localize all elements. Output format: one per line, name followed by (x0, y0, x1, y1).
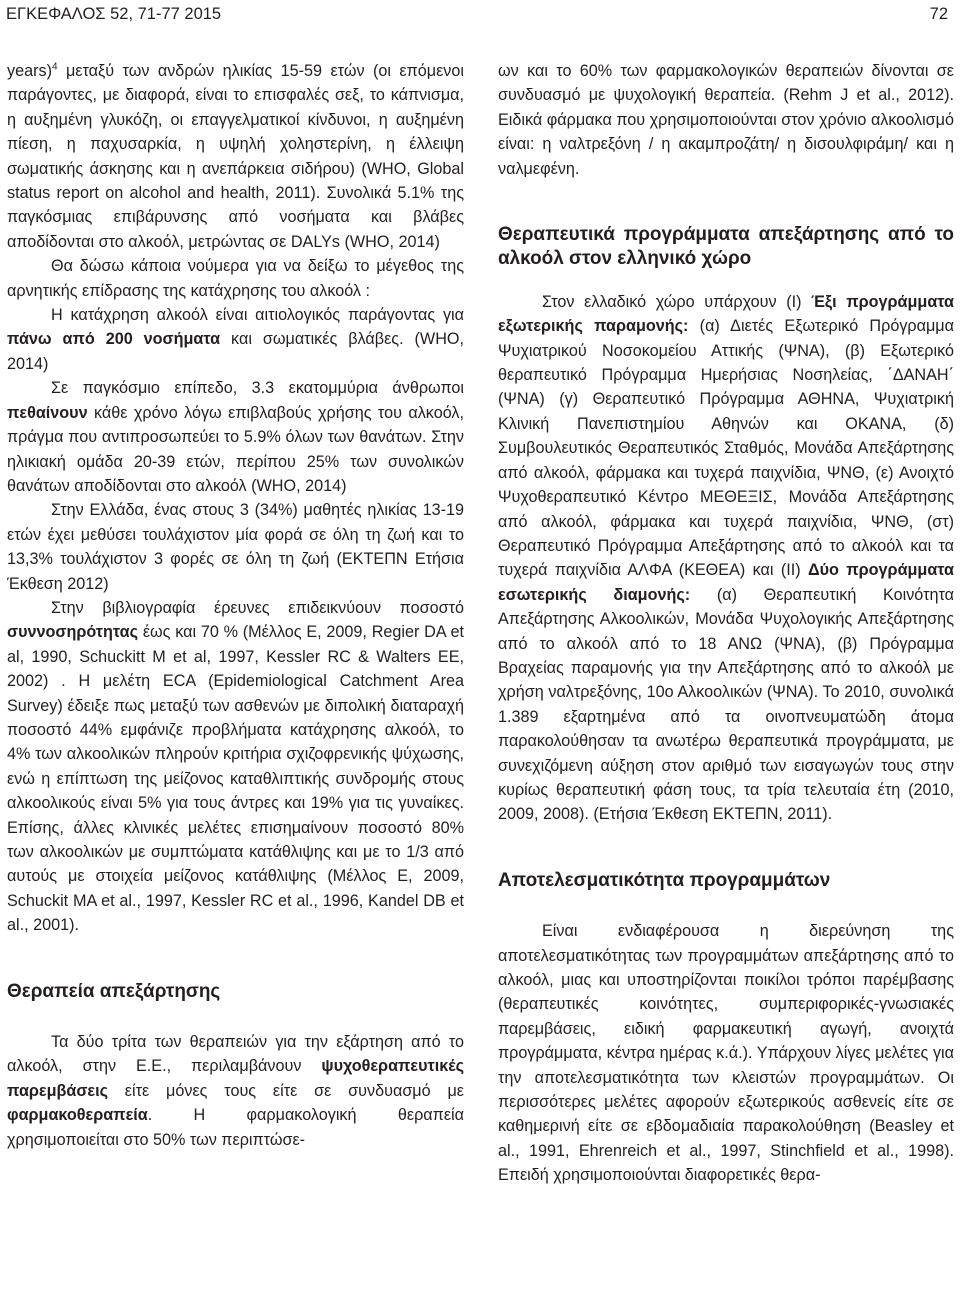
paragraph: ων και το 60% των φαρμακολογικών θεραπειών δίνονται σε συνδυασμό με ψυχολογική θεραπεία. (Rehm J et al., 2012). Ειδικά φάρμακα που χρησιμοποιούνται στον χρόνιο αλκοολισμό είναι: η ναλτρεξόνη / η ακαμπροζάτη/ η δισουλφιράμη/ και η ναλμεφένη. (498, 62, 954, 178)
section-heading-effectiveness: Αποτελεσματικότητα προγραμμάτων (498, 869, 831, 891)
right-column (498, 59, 954, 1188)
journal-citation: ΕΓΚΕΦΑΛΟΣ 52, 71-77 2015 (6, 5, 222, 23)
paragraph: Στην βιβλιογραφία έρευνες επιδεικνύουν ποσοστό συννοσηρότητας έως και 70 % (Μέλλος Ε, 2009, Regier DA et al, 1990, Schuckitt M et al, 1997, Kessler RC & Walters EE, 2002) . Η μελέτη ECA (Epidemiological Catchment Area Survey) έδειξε πως μεταξύ των ασθενών με διπολική διαταραχή ποσοστό 44% εμφάνιζε προβλήματα κατάχρησης αλκοόλ, το 4% των αλκοολικών πληρούν κριτήρια σχιζοφρενικής ψύχωσης, ενώ η επίπτωση της μείζονος καταθλιπτικής συνδρομής στους αλκοολικούς είναι 5% για τους άντρες και 19% για τις γυναίκες. Επίσης, άλλες κλινικές μελέτες επισημαίνουν ποσοστό 80% των αλκοολικών με συμπτώματα κατάθλιψης και με το 1/3 από αυτούς με στοιχεία μείζονος κατάθλιψης (Μέλλος Ε, 2009, Schuckit MA et al., 1997, Kessler RC et al., 1996, Kandel DB et al., 2001). (7, 598, 464, 935)
paragraph: Θα δώσω κάποια νούμερα για να δείξω το μέγεθος της αρνητικής επίδρασης της κατάχρησης του αλκοόλ : (7, 257, 464, 300)
page-header (6, 0, 948, 32)
paragraph: Τα δύο τρίτα των θεραπειών για την εξάρτηση από το αλκοόλ, στην Ε.Ε., περιλαμβάνουν ψυχοθεραπευτικές παρεμβάσεις είτε μόνες τους είτε σε συνδυασμό με φαρμακοθεραπεία. Η φαρμακολογική θεραπεία χρησιμοποιείται στο 50% των περιπτώσε- (7, 1033, 464, 1149)
paragraph: Η κατάχρηση αλκοόλ είναι αιτιολογικός παράγοντας για πάνω από 200 νοσήματα και σωματικές βλάβες. (WHO, 2014) (7, 306, 464, 373)
page-number: 72 (929, 5, 948, 23)
paragraph: Είναι ενδιαφέρουσα η διερεύνηση της αποτελεσματικότητας των προγραμμάτων απεξάρτησης από το αλκοόλ, μιας και υποστηρίζονται ποικίλοι τρόποι παρέμβασης (θεραπευτικές κοινότητες, συμπεριφορικές-γνωσιακές παρεμβάσεις, ειδική φαρμακευτική αγωγή, ανοιχτά προγράμματα, κέντρα ημέρας κ.ά.). Υπάρχουν λίγες μελέτες για την αποτελεσματικότητα των κλειστών προγραμμάτων. Οι περισσότερες μελέτες αφορούν εξωτερικούς ασθενείς είτε σε καθημερινή είτε σε εβδομαδιαία παρακολούθηση (Beasley et al., 1991, Ehrenreich et al., 1997, Stinchfield et al., 1998). Επειδή χρησιμοποιούνται διαφορετικές θερα- (498, 922, 954, 1185)
paragraph: Σε παγκόσμιο επίπεδο, 3.3 εκατομμύρια άνθρωποι πεθαίνουν κάθε χρόνο λόγω επιβλαβούς χρήσης του αλκοόλ, πράγμα που αντιπροσωπεύει το 5.9% όλων των θανάτων. Στην ηλικιακή ομάδα 20-39 ετών, περίπου 25% των συνολικών θανάτων αποδίδονται στο αλκοόλ (WHO, 2014) (7, 379, 464, 495)
left-column (7, 59, 464, 1152)
paragraph: years)$^4$ μεταξύ των ανδρών ηλικίας 15-59 ετών (οι επόμενοι παράγοντες, με διαφορά, είναι το επισφαλές σεξ, το κάπνισμα, η αυξημένη γλυκόζη, οι επαγγελματικοί κίνδυνοι, η αυξημένη πίεση, η παχυσαρκία, η υψηλή χοληστερίνη, η έλλειψη σωματικής άσκησης και η ανεπάρκεια σιδήρου) (WHO, Global status report on alcohol and health, 2011). Συνολικά 5.1% της παγκόσμιας επιβάρυνσης από νοσήματα και βλάβες αποδίδονται στο αλκοόλ, μετρώντας σε DALYs (WHO, 2014) (7, 61, 464, 251)
paragraph: Στην Ελλάδα, ένας στους 3 (34%) μαθητές ηλικίας 13-19 ετών έχει μεθύσει τουλάχιστον μία φορά σε όλη τη ζωή και το 13,3% τουλάχιστον 3 φορές σε όλη τη ζωή (ΕΚΤΕΠΝ Ετήσια Έκθεση 2012) (7, 501, 464, 593)
section-heading-programs: Θεραπευτικά προγράμματα απεξάρτησης από το αλκοόλ στον ελληνικό χώρο (498, 224, 954, 270)
paragraph: Στον ελλαδικό χώρο υπάρχουν (Ι) Έξι προγράμματα εξωτερικής παραμονής: (α) Διετές Εξωτερικό Πρόγραμμα Ψυχιατρικού Νοσοκομείου Αττικής (ΨΝΑ), (β) Εξωτερικό θεραπευτικό Πρόγραμμα Ημερήσιας Νοσηλείας, ΄ΔΑΝΑΗ΄ (ΨΝΑ) (γ) Θεραπευτικό Πρόγραμμα ΑΘΗΝΑ, Ψυχιατρική Κλινική Πανεπιστημίου Αθηνών και ΟΚΑΝΑ, (δ) Συμβουλευτικός Θεραπευτικός Σταθμός, Μονάδα Απεξάρτησης από αλκοόλ, φάρμακα και τυχερά παιχνίδια, ΨΝΘ, (ε) Ανοιχτό Ψυχοθεραπευτικό Κέντρο ΜΕΘΕΞΙΣ, Μονάδα Απεξάρτησης από αλκοόλ, φάρμακα και τυχερά παιχνίδια, ΨΝΘ, (στ) Θεραπευτικό Πρόγραμμα Απεξάρτησης από το αλκοόλ και τα τυχερά παιχνίδια ΑΛΦΑ (ΚΕΘΕΑ) και (ΙΙ) Δύο προγράμματα εσωτερικής διαμονής: (α) Θεραπευτική Κοινότητα Απεξάρτησης Αλκοολικών, Μονάδα Ψυχολογικής Απεξάρτησης από το αλκοόλ από το 18 ΑΝΩ (ΨΝΑ), (β) Πρόγραμμα Βραχείας παραμονής για την Απεξάρτησης από το αλκοόλ με χρήση ναλτρεξόνης, 10ο Αλκοολικών (ΨΝΑ). Το 2010, συνολικά 1.389 εξαρτημένα από τα οινοπνευματώδη άτομα παρακολούθησαν τα ανωτέρω θεραπευτικά προγράμματα, με συνεχιζόμενη αύξηση στον αριθμό των εισαγωγών τους στην κυρίως θεραπευτική φάση τους, τα τρία τελευταία έτη (2010, 2009, 2008). (Ετήσια Έκθεση ΕΚΤΕΠΝ, 2011). (498, 292, 954, 824)
section-heading-treatment: Θεραπεία απεξάρτησης (7, 980, 221, 1002)
